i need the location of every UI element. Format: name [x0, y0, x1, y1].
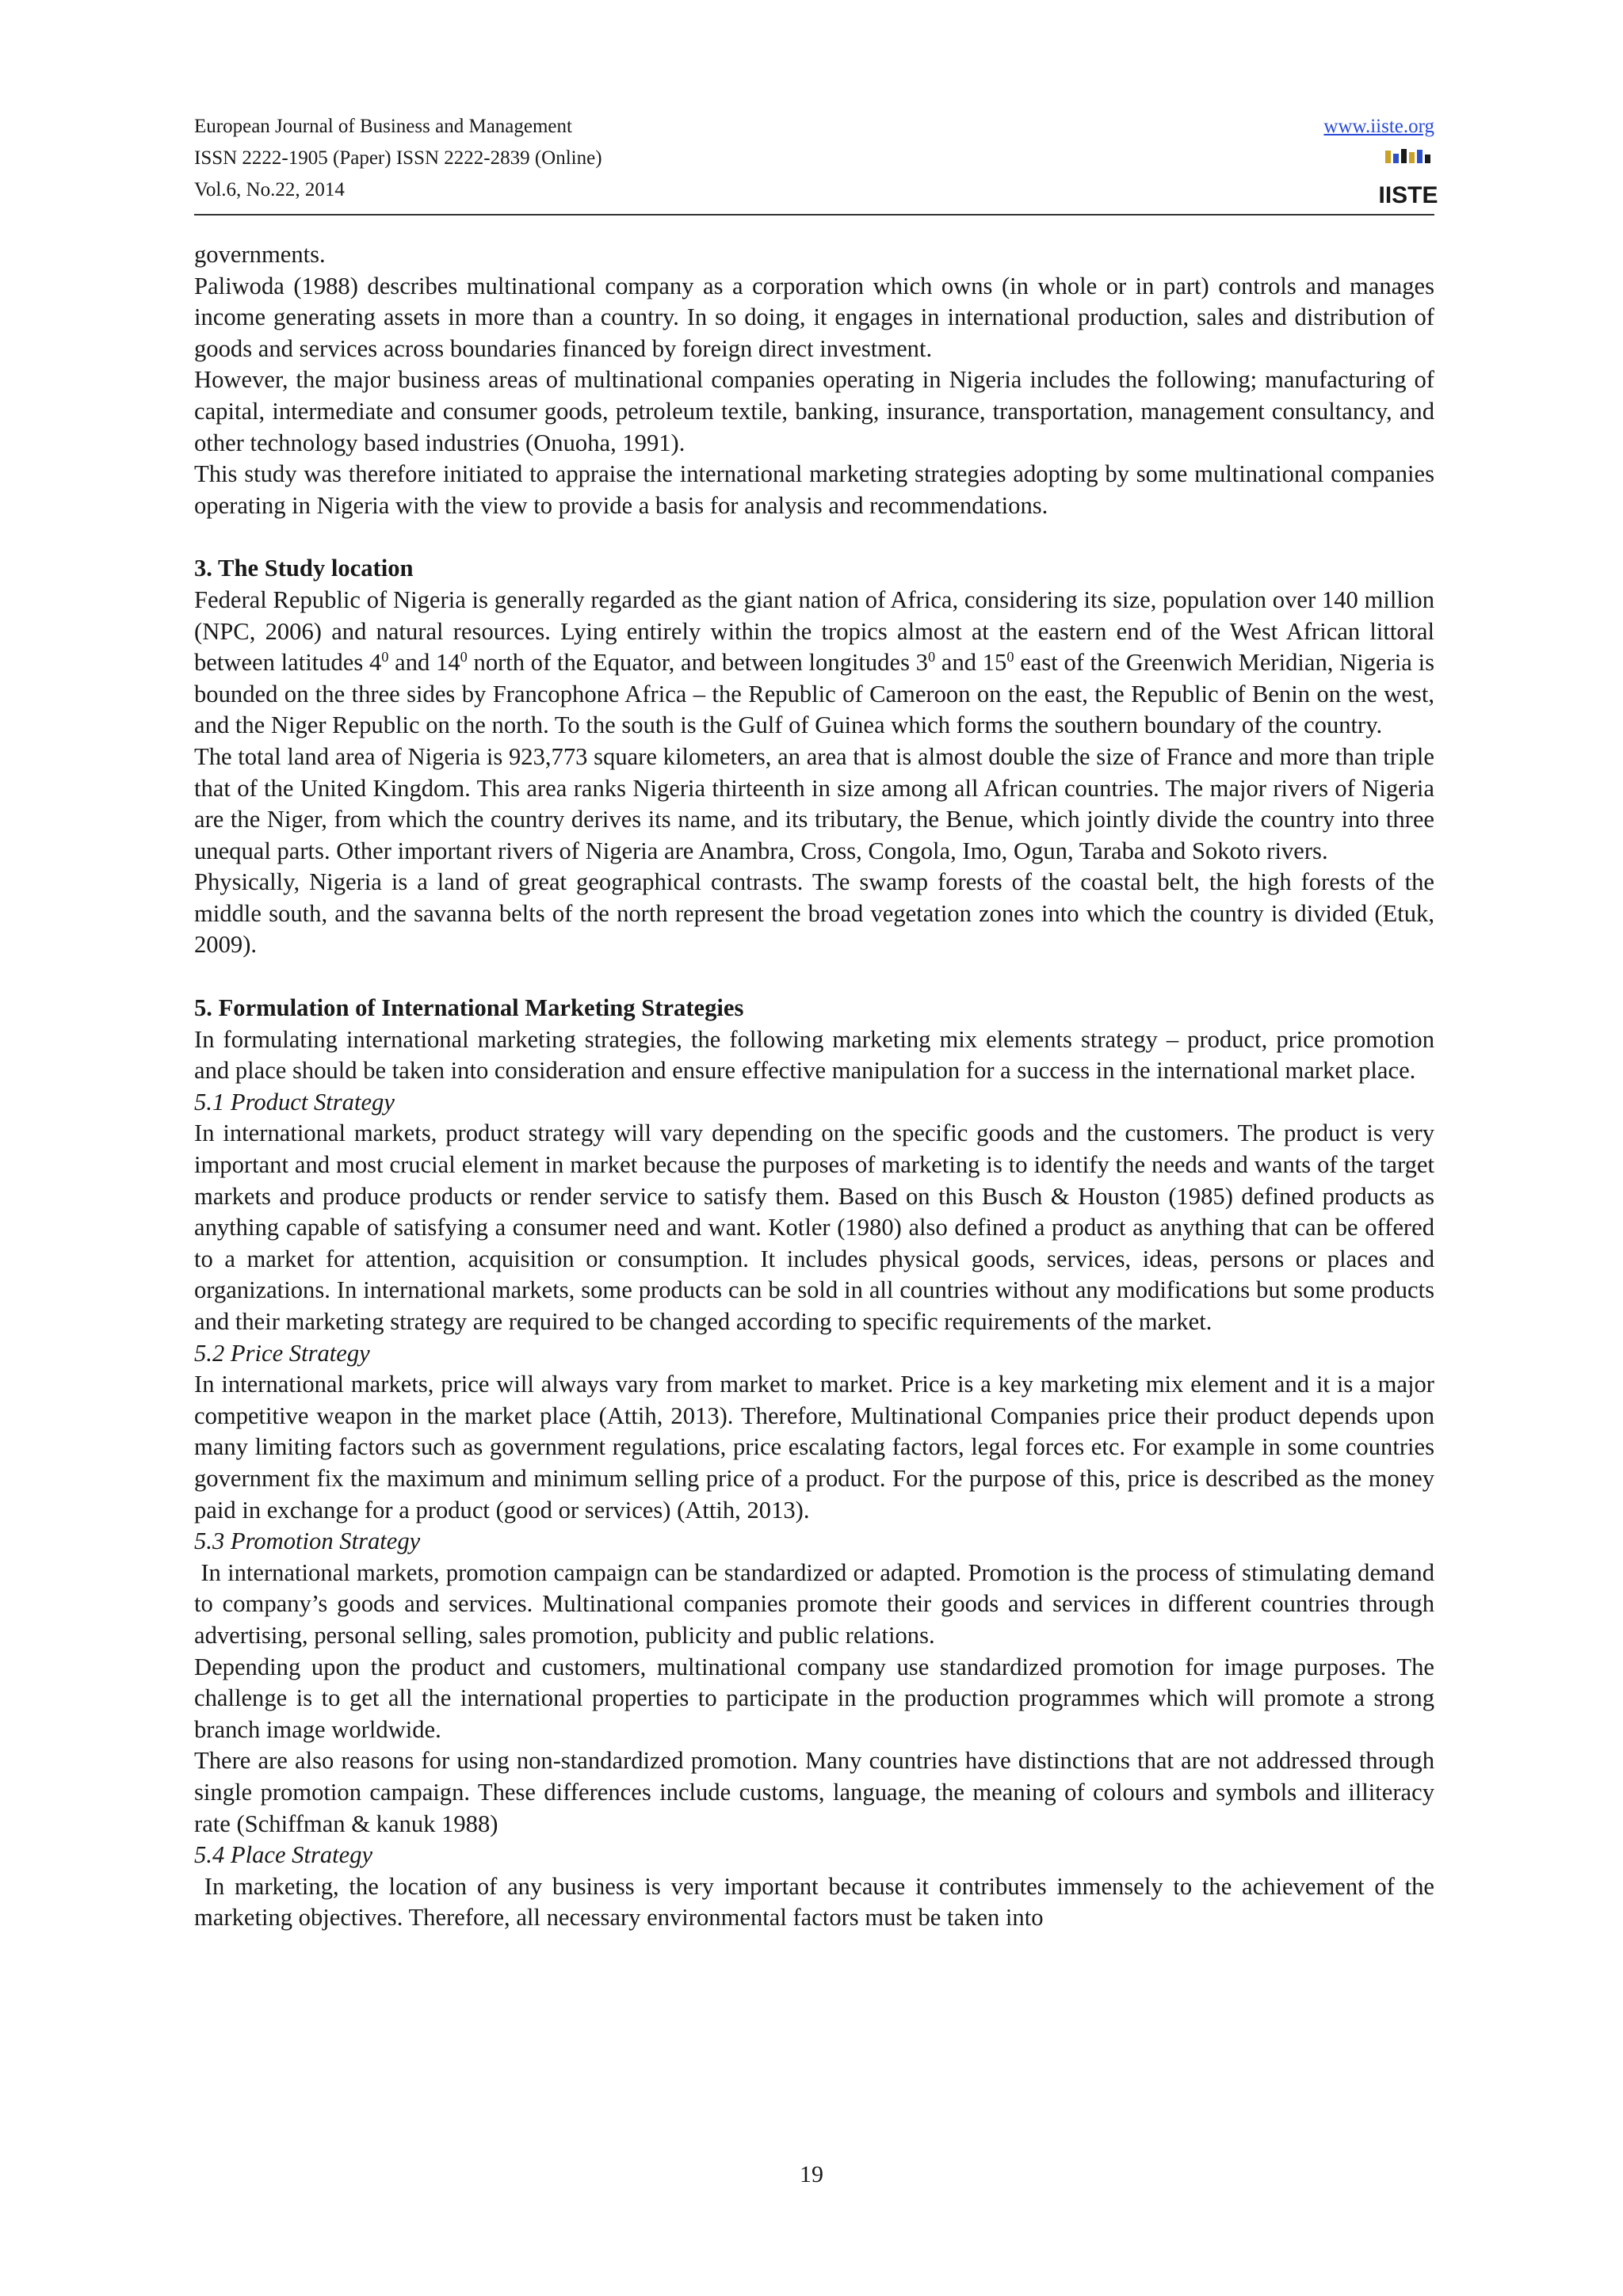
section-paragraph: In marketing, the location of any business is very important because it contributes immensely to the achievement of the marketing objectives. Therefore, all necessary environmental factors must be taken into: [194, 1872, 1441, 1932]
volume-line: Vol.6, No.22, 2014: [194, 179, 345, 200]
intro-paragraph: However, the major business areas of multinational companies operating in Nigeria includes the following; manufacturing of capital, intermediate and consumer goods, petroleum textile, banking, insurance, transportation, management consultancy, and other technology based industries (Onuoha, 1991).: [194, 366, 1434, 456]
journal-title: European Journal of Business and Management: [194, 116, 572, 137]
header-rule: [194, 214, 1434, 215]
section-paragraph: In international markets, promotion campaign can be standardized or adapted. Promotion is the process of stimulating demand to company’s goods and services. Multinational companies promote their goods and services in different countries through advertising, personal selling, sales promotion, publicity and public relations.: [194, 1558, 1441, 1649]
section-paragraph: Physically, Nigeria is a land of great geographical contrasts. The swamp forests of the coastal belt, the high forests of the middle south, and the savanna belts of the north represent the broad vegetation zones into which the country is divided (Etuk, 2009).: [194, 868, 1434, 959]
subsection-title: 5.3 Promotion Strategy: [194, 1527, 421, 1555]
section-paragraph: The total land area of Nigeria is 923,773 square kilometers, an area that is almost double the size of France and more than triple that of the United Kingdom. This area ranks Nigeria thirteenth in size among all African countries. The major rivers of Nigeria are the Niger, from which the country derives its name, and its tributary, the Benue, which jointly divide the country into three unequal parts. Other important rivers of Nigeria are Anambra, Cross, Congola, Imo, Ogun, Taraba and Sokoto rivers.: [194, 742, 1434, 864]
section-paragraph: There are also reasons for using non-standardized promotion. Many countries have distinctions that are not addressed through single promotion campaign. These differences include customs, language, the meaning of colours and symbols and illiteracy rate (Schiffman & kanuk 1988): [194, 1747, 1434, 1837]
page-header: [194, 111, 1438, 212]
section-paragraph: Depending upon the product and customers, multinational company use standardized promotion for image purposes. The challenge is to get all the international properties to participate in the production programmes which will promote a strong branch image worldwide.: [194, 1653, 1434, 1743]
logo-text: IISTE: [1378, 182, 1438, 208]
section-heading: 5. Formulation of International Marketing Strategies: [194, 994, 744, 1022]
intro-paragraph: Paliwoda (1988) describes multinational company as a corporation which owns (in whole or in part) controls and manages income generating assets in more than a country. In so doing, it engages in international production, sales and distribution of goods and services across boundaries financed by foreign direct investment.: [194, 272, 1434, 362]
section-paragraph: Federal Republic of Nigeria is generally regarded as the giant nation of Africa, considering its size, population over 140 million (NPC, 2006) and natural resources. Lying entirely within the tropics almost at the eastern end of the West African littoral between latitudes $4^0$ and $14^0$ north of the Equator, and between longitudes $3^0$ and $15^0$ east of the Greenwich Meridian, Nigeria is bounded on the three sides by Francophone Africa – the Republic of Cameroon on the east, the Republic of Benin on the west, and the Niger Republic on the north. To the south is the Gulf of Guinea which forms the southern boundary of the country.: [194, 585, 1434, 739]
iiste-logo-icon: [1378, 147, 1438, 209]
website-link[interactable]: www.iiste.org: [1323, 116, 1434, 137]
subsection-title: 5.4 Place Strategy: [194, 1841, 373, 1869]
subsection-title: 5.2 Price Strategy: [194, 1339, 370, 1367]
section-heading: 3. The Study location: [194, 555, 414, 582]
subsection-title: 5.1 Product Strategy: [194, 1088, 395, 1116]
article-body: [194, 239, 1441, 1934]
section-paragraph: In international markets, product strategy will vary depending on the specific goods and the customers. The product is very important and most crucial element in market because the purposes of marketing is to identify the needs and wants of the target markets and produce products or render service to satisfy them. Based on this Busch & Houston (1985) defined products as anything capable of satisfying a consumer need and want. Kotler (1980) also defined a product as anything that can be offered to a market for attention, acquisition or consumption. It includes physical goods, services, ideas, persons or places and organizations. In international markets, some products can be sold in all countries without any modifications but some products and their marketing strategy are required to be changed according to specific requirements of the market.: [194, 1119, 1434, 1335]
intro-paragraph: This study was therefore initiated to appraise the international marketing strategies adopting by some multinational companies operating in Nigeria with the view to provide a basis for analysis and recommendations.: [194, 460, 1434, 519]
intro-paragraph: governments.: [194, 241, 326, 268]
issn-line: ISSN 2222-1905 (Paper) ISSN 2222-2839 (Online): [194, 147, 602, 169]
section-paragraph: In formulating international marketing strategies, the following marketing mix elements strategy – product, price promotion and place should be taken into consideration and ensure effective manipulation for a success in the international market place.: [194, 1025, 1434, 1085]
section-paragraph: In international markets, price will always vary from market to market. Price is a key marketing mix element and it is a major competitive weapon in the market place (Attih, 2013). Therefore, Multinational Companies price their product depends upon many limiting factors such as government regulations, price escalating factors, legal forces etc. For example in some countries government fix the maximum and minimum selling price of a product. For the purpose of this, price is described as the money paid in exchange for a product (good or services) (Attih, 2013).: [194, 1371, 1434, 1524]
page-number: 19: [800, 2161, 823, 2187]
